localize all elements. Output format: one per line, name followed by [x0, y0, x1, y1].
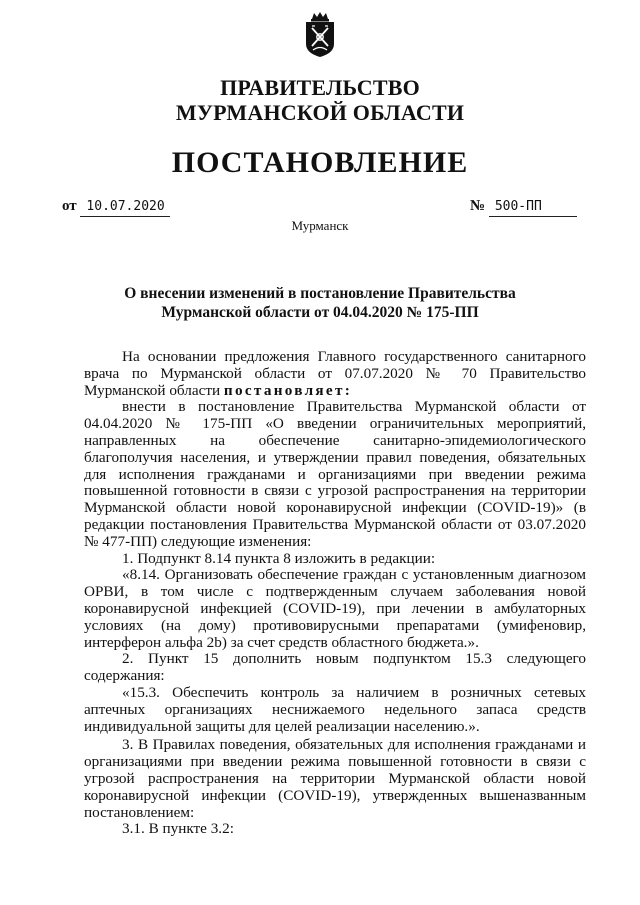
- item-2-quote: «15.3. Обеспечить контроль за наличием в розничных сетевых аптечных организациях неснижаемого недельного запаса средств индивидуальной защиты для целей реализации населению.».: [84, 683, 586, 735]
- item-2: 2. Пункт 15 дополнить новым подпунктом 15.3 следующего содержания:: [84, 650, 586, 685]
- intro-paragraph: внести в постановление Правительства Мурманской области от 04.04.2020 № 175-ПП «О введении ограничительных мероприятий, направленных на обеспечение санитарно-эпидемиологического благополучия населения, и утверждении правил поведения, обязательных для исполнения гражданами и организациями при введении режима повышенной готовности в связи с угрозой распространения на территории Мурманской области новой коронавирусной инфекции (COVID-19)» (в редакции постановления Правительства Мурманской области от 03.07.2020 № 477-ПП) следующие изменения:: [84, 398, 586, 550]
- city: Мурманск: [291, 218, 349, 233]
- document-body: [84, 349, 586, 838]
- decides-word: постановляет:: [223, 381, 353, 399]
- preamble-paragraph: [84, 349, 586, 399]
- document-type: ПОСТАНОВЛЕНИЕ: [171, 146, 469, 179]
- document-number: [470, 197, 577, 217]
- number-value: 500-ПП: [489, 198, 577, 217]
- number-label: №: [470, 198, 486, 214]
- document-date: [62, 197, 170, 217]
- document-subject: [0, 284, 640, 322]
- coat-of-arms-emblem: [302, 10, 338, 58]
- item-1-quote: «8.14. Организовать обеспечение граждан с установленным диагнозом ОРВИ, в том числе с подтвержденным случаем заболевания новой коронавирусной инфекцией (COVID-19), при лечении в амбулаторных условиях (на дому) противовирусными препаратами (умифеновир, интерферон альфа 2b) за счет средств областного бюджета.».: [84, 566, 586, 651]
- preamble-text: На основании предложения Главного государственного санитарного врача по Мурманской области от 07.07.2020 № 70 Правительство Мурманской области: [84, 348, 586, 399]
- item-3-1: 3.1. В пункте 3.2:: [122, 820, 234, 838]
- org-title-line2: МУРМАНСКОЙ ОБЛАСТИ: [175, 100, 465, 125]
- subject-line1: О внесении изменений в постановление Правительства: [124, 285, 516, 302]
- item-3: 3. В Правилах поведения, обязательных для исполнения гражданами и организациями при введении режима повышенной готовности в связи с угрозой распространения на территории Мурманской области новой коронавирусной инфекции (COVID-19), утвержденных вышеназванным постановлением:: [84, 736, 586, 821]
- date-label: от: [62, 198, 77, 214]
- item-1: 1. Подпункт 8.14 пункта 8 изложить в редакции:: [122, 549, 436, 567]
- org-title-line1: ПРАВИТЕЛЬСТВО: [220, 75, 420, 100]
- date-value: 10.07.2020: [80, 198, 170, 217]
- subject-line2: Мурманской области от 04.04.2020 № 175-ПП: [161, 304, 479, 321]
